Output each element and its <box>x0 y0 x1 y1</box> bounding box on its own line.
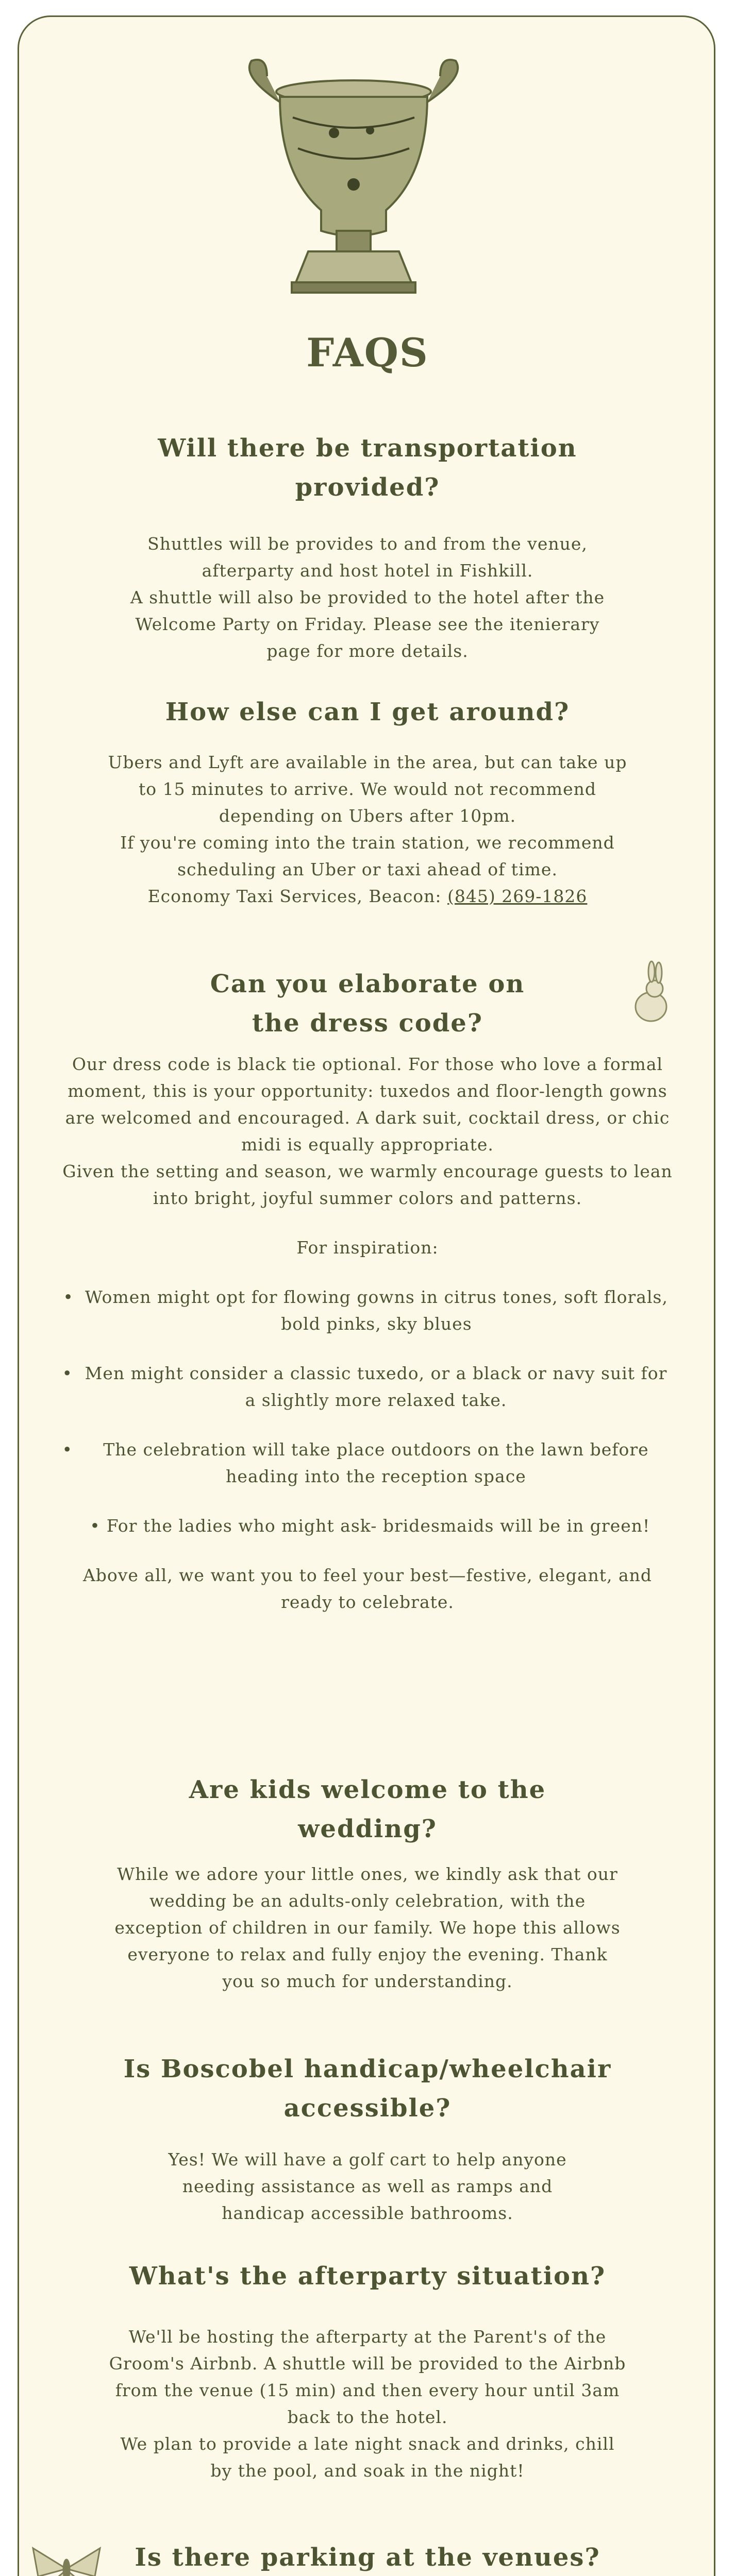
faq-question-dress-code: Can you elaborate on the dress code? <box>210 970 525 1038</box>
answer-paragraph: Yes! We will have a golf cart to help anyone needing assistance as well as ramps and handicap accessible bathrooms. <box>168 2149 567 2223</box>
list-item: • For the ladies who might ask- bridesmaids will be in green! <box>62 1513 673 1539</box>
faq-question-afterparty: What's the afterparty situation? <box>129 2262 606 2291</box>
faq-answer-afterparty <box>108 2324 627 2484</box>
bullet-icon: • <box>62 1439 73 1460</box>
answer-paragraph: Our dress code is black tie optional. For those who love a formal moment, this is your opportunity: tuxedos and floor-length gowns are welcomed and encouraged. A dark suit, cocktail dress, or chic midi is equally appropriate. <box>65 1054 670 1155</box>
list-item: • Women might opt for flowing gowns in citrus tones, soft florals, bold pinks, sky blues <box>62 1284 673 1337</box>
answer-paragraph: If you're coming into the train station, we recommend scheduling an Uber or taxi ahead of time. <box>120 833 615 879</box>
inspiration-label: For inspiration: <box>296 1238 439 1258</box>
list-item: • The celebration will take place outdoors on the lawn before heading into the reception space <box>62 1436 673 1490</box>
answer-paragraph: We'll be hosting the afterparty at the Parent's of the Groom's Airbnb. A shuttle will be provided to the Airbnb from the venue (15 min) and then every hour until 3am back to the hotel. <box>109 2327 626 2427</box>
taxi-phone-link[interactable]: (845) 269-1826 <box>447 886 588 906</box>
answer-paragraph: Ubers and Lyft are available in the area, but can take up to 15 minutes to arrive. We would not recommend depending on Ubers after 10pm. <box>108 752 627 826</box>
faq-question-kids: Are kids welcome to the wedding? <box>189 1775 546 1843</box>
bullet-icon: • <box>90 1516 101 1536</box>
answer-paragraph: Above all, we want you to feel your best—festive, elegant, and ready to celebrate. <box>82 1565 653 1612</box>
faq-answer-dress-code <box>62 1051 673 1616</box>
answer-paragraph: Given the setting and season, we warmly encourage guests to lean into bright, joyful summer colors and patterns. <box>62 1161 673 1208</box>
faq-answer-accessibility <box>155 2146 580 2227</box>
page-title: FAQS <box>306 330 429 376</box>
bullet-icon: • <box>63 1287 74 1307</box>
moth-icon <box>28 2538 105 2576</box>
list-item: • Men might consider a classic tuxedo, or a black or navy suit for a slightly more relaxed take. <box>62 1360 673 1414</box>
faq-answer-transportation <box>129 531 606 665</box>
ornate-urn-icon <box>231 56 476 298</box>
answer-paragraph: We plan to provide a late night snack and drinks, chill by the pool, and soak in the night! <box>120 2434 615 2481</box>
rabbit-icon <box>628 960 674 1027</box>
faq-question-accessibility: Is Boscobel handicap/wheelchair accessible? <box>123 2055 612 2123</box>
faq-question-transportation: Will there be transportation provided? <box>158 434 577 502</box>
bullet-icon: • <box>62 1363 73 1383</box>
taxi-line <box>103 883 632 910</box>
faq-answer-getting-around <box>103 749 632 910</box>
faq-question-parking: Is there parking at the venues? <box>135 2543 600 2572</box>
answer-paragraph: Shuttles will be provides to and from the venue, afterparty and host hotel in Fishkill. <box>147 534 588 581</box>
faq-answer-kids <box>113 1861 622 1995</box>
faq-question-getting-around: How else can I get around? <box>165 698 570 726</box>
answer-paragraph: While we adore your little ones, we kindly ask that our wedding be an adults-only celebration, with the exception of children in our family. We hope this allows everyone to relax and fully enjoy the evening. Thank you so much for understanding. <box>114 1864 621 1991</box>
answer-paragraph: A shuttle will also be provided to the hotel after the Welcome Party on Friday. Please see the itenierary page for more details. <box>130 587 605 661</box>
taxi-label: Economy Taxi Services, Beacon: <box>147 886 442 906</box>
